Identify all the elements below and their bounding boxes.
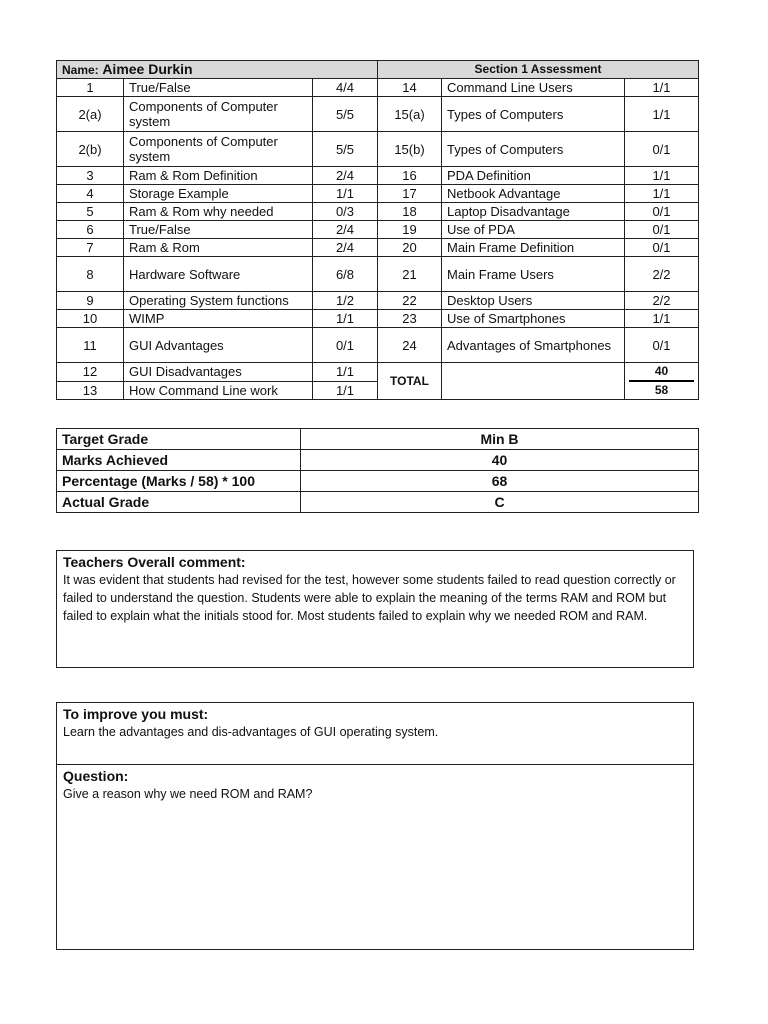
question-score: 4/4 (313, 79, 378, 97)
question-number: 10 (57, 310, 124, 328)
question-number: 6 (57, 221, 124, 239)
student-name: Aimee Durkin (102, 60, 193, 77)
table-row (57, 97, 699, 132)
question-number: 9 (57, 292, 124, 310)
total-score: 40 (629, 363, 694, 382)
question-number: 15(a) (378, 97, 442, 132)
table-row (57, 257, 699, 292)
question-number: 15(b) (378, 132, 442, 167)
question-topic: Components of Computer system (124, 97, 313, 132)
question-number: 2(a) (57, 97, 124, 132)
question-number: 21 (378, 257, 442, 292)
question-topic: Advantages of Smartphones (442, 328, 625, 363)
improve-title: To improve you must: (63, 706, 209, 722)
question-topic: Main Frame Definition (442, 239, 625, 257)
question-topic: Command Line Users (442, 79, 625, 97)
question-score: 2/2 (625, 257, 699, 292)
summary-value: 68 (301, 471, 699, 492)
question-number: 16 (378, 167, 442, 185)
question-text: Give a reason why we need ROM and RAM? (63, 787, 313, 801)
question-score: 2/4 (313, 167, 378, 185)
question-topic: Operating System functions (124, 292, 313, 310)
question-score: 2/2 (625, 292, 699, 310)
question-score: 1/1 (313, 310, 378, 328)
table-row (57, 239, 699, 257)
question-number: 8 (57, 257, 124, 292)
question-topic: Ram & Rom Definition (124, 167, 313, 185)
question-score: 1/1 (313, 363, 378, 382)
question-topic: Ram & Rom (124, 239, 313, 257)
question-number: 3 (57, 167, 124, 185)
comment-text: It was evident that students had revised for the test, however some students failed to read question correctly or failed to understand the question. Students were able to explain the meaning of the terms RAM and ROM but failed to explain what the initials stood for. Most students failed to explain why we needed ROM and RAM. (63, 573, 676, 623)
question-topic: How Command Line work (124, 381, 313, 400)
table-row (57, 292, 699, 310)
improve-text: Learn the advantages and dis-advantages of GUI operating system. (63, 725, 439, 739)
question-score: 1/1 (625, 97, 699, 132)
question-number: 17 (378, 185, 442, 203)
question-number: 5 (57, 203, 124, 221)
question-score: 6/8 (313, 257, 378, 292)
question-topic: Ram & Rom why needed (124, 203, 313, 221)
question-topic: Types of Computers (442, 97, 625, 132)
improvement-box (56, 702, 694, 950)
total-blank-cell (442, 363, 625, 400)
question-score: 0/1 (625, 328, 699, 363)
question-topic: PDA Definition (442, 167, 625, 185)
question-score: 5/5 (313, 132, 378, 167)
teacher-comment-box (56, 550, 694, 668)
question-score: 0/1 (625, 203, 699, 221)
question-score: 1/1 (313, 185, 378, 203)
question-score: 0/1 (625, 221, 699, 239)
summary-label: Percentage (Marks / 58) * 100 (57, 471, 301, 492)
question-number: 1 (57, 79, 124, 97)
summary-row (57, 492, 699, 513)
question-number: 12 (57, 363, 124, 382)
question-score: 2/4 (313, 239, 378, 257)
question-topic: Storage Example (124, 185, 313, 203)
table-row (57, 132, 699, 167)
summary-value: 40 (301, 450, 699, 471)
grade-summary-body (57, 429, 699, 513)
name-label: Name: (62, 62, 99, 77)
question-score: 1/1 (625, 185, 699, 203)
question-score: 1/1 (313, 381, 378, 400)
summary-row (57, 429, 699, 450)
question-number: 22 (378, 292, 442, 310)
student-name-cell (57, 61, 378, 79)
table-row (57, 310, 699, 328)
summary-label: Target Grade (57, 429, 301, 450)
summary-value: C (301, 492, 699, 513)
summary-row (57, 471, 699, 492)
table-row (57, 79, 699, 97)
marks-table-body (57, 61, 699, 400)
question-score: 1/2 (313, 292, 378, 310)
question-topic: GUI Disadvantages (124, 363, 313, 382)
table-row (57, 203, 699, 221)
question-number: 2(b) (57, 132, 124, 167)
section-title: Section 1 Assessment (378, 61, 699, 79)
total-max: 58 (654, 383, 669, 397)
summary-value: Min B (301, 429, 699, 450)
question-score: 1/1 (625, 310, 699, 328)
total-score-cell (625, 363, 699, 400)
question-number: 19 (378, 221, 442, 239)
question-number: 7 (57, 239, 124, 257)
question-topic: Laptop Disadvantage (442, 203, 625, 221)
table-row (57, 167, 699, 185)
question-topic: Use of PDA (442, 221, 625, 239)
question-score: 0/3 (313, 203, 378, 221)
question-topic: Types of Computers (442, 132, 625, 167)
grade-summary-table (56, 428, 699, 513)
question-topic: GUI Advantages (124, 328, 313, 363)
question-topic: WIMP (124, 310, 313, 328)
question-score: 5/5 (313, 97, 378, 132)
total-label: TOTAL (378, 363, 442, 400)
question-number: 20 (378, 239, 442, 257)
table-row (57, 185, 699, 203)
question-section (57, 765, 693, 805)
question-topic: True/False (124, 221, 313, 239)
question-number: 13 (57, 381, 124, 400)
question-score: 0/1 (313, 328, 378, 363)
question-topic: Use of Smartphones (442, 310, 625, 328)
summary-label: Actual Grade (57, 492, 301, 513)
question-score: 0/1 (625, 132, 699, 167)
question-number: 11 (57, 328, 124, 363)
question-topic: Main Frame Users (442, 257, 625, 292)
question-score: 0/1 (625, 239, 699, 257)
question-topic: Netbook Advantage (442, 185, 625, 203)
question-topic: Components of Computer system (124, 132, 313, 167)
question-number: 4 (57, 185, 124, 203)
question-topic: Hardware Software (124, 257, 313, 292)
question-title: Question: (63, 768, 129, 784)
question-number: 24 (378, 328, 442, 363)
question-number: 18 (378, 203, 442, 221)
table-row (57, 328, 699, 363)
question-score: 1/1 (625, 79, 699, 97)
question-topic: True/False (124, 79, 313, 97)
table-row (57, 221, 699, 239)
question-topic: Desktop Users (442, 292, 625, 310)
summary-label: Marks Achieved (57, 450, 301, 471)
question-number: 14 (378, 79, 442, 97)
header-row (57, 61, 699, 79)
question-score: 2/4 (313, 221, 378, 239)
marks-table (56, 60, 699, 400)
question-score: 1/1 (625, 167, 699, 185)
improve-section (57, 703, 693, 765)
question-number: 23 (378, 310, 442, 328)
table-row (57, 363, 699, 382)
summary-row (57, 450, 699, 471)
comment-title: Teachers Overall comment: (63, 554, 246, 570)
